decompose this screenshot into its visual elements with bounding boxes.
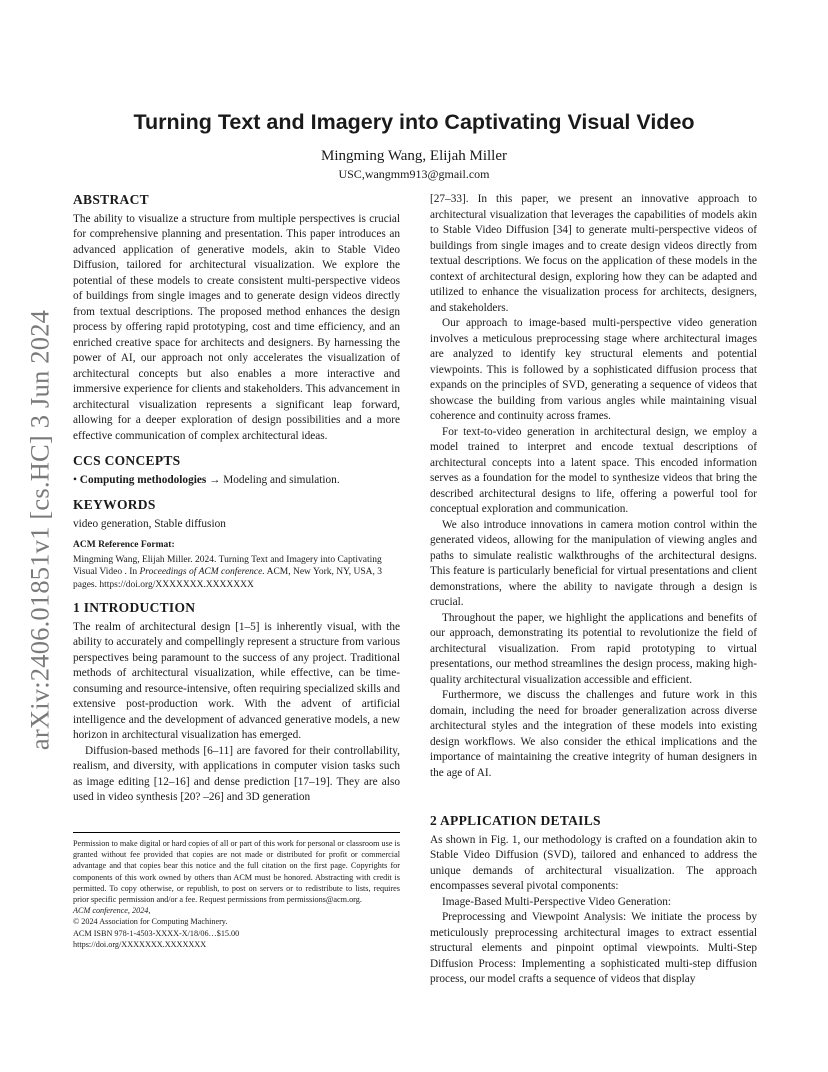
- doi-line: https://doi.org/XXXXXXX.XXXXXXX: [73, 939, 207, 949]
- affiliation: USC,wangmm913@gmail.com: [338, 167, 490, 181]
- keywords-text: video generation, Stable diffusion: [73, 517, 226, 530]
- application-paragraph-1: As shown in Fig. 1, our methodology is crafted on a foundation akin to Stable Video Diffusion (SVD), tailored and enhanced to address the unique demands of architectural visualization. The approach encompasses several pivotal components:: [430, 833, 757, 892]
- ccs-heading: CCS CONCEPTS: [73, 453, 181, 468]
- intro-paragraph-4: For text-to-video generation in architectural design, we employ a model trained to interpret and encode textual descriptions of architectural concepts into a latent space. This encoded information serves as a foundation for the model to synthesize videos that bring the described architectural designs to life, offering a powerful tool for conceptual exploration and communication.: [430, 425, 757, 515]
- conference-line: ACM conference, 2024,: [73, 906, 151, 916]
- acm-ref-after: ACM, New York, NY, USA, 3 pages. https://doi.org/XXXXXXX.XXXXXXX: [73, 567, 383, 590]
- introduction-heading: 1 INTRODUCTION: [73, 600, 196, 615]
- keywords-heading: KEYWORDS: [73, 497, 156, 512]
- acm-reference-text: [73, 554, 400, 592]
- acm-reference-label: ACM Reference Format:: [73, 540, 175, 550]
- intro-paragraph-2-continued: [27–33]. In this paper, we present an innovative approach to architectural visualization that leverages the capabilities of models akin to Stable Video Diffusion [34] to generate multi-perspective videos of buildings from single images and to create design videos directly from textual descriptions. We focus on the application of these models in the context of architectural design, exploring how they can be adapted and utilized to enhance the visualization process for architects, designers, and stakeholders.: [430, 193, 757, 314]
- left-column: [73, 192, 400, 806]
- acm-ref-before: Mingming Wang, Elijah Miller. 2024. Turning Text and Imagery into Captivating Visual Video . In: [73, 554, 382, 577]
- abstract-heading: ABSTRACT: [73, 192, 149, 207]
- ccs-rest: → Modeling and simulation.: [206, 473, 340, 486]
- intro-paragraph-3: Our approach to image-based multi-perspective video generation involves a meticulous preprocessing stage where architectural images are analyzed to identify key structural elements and potential viewpoints. This is followed by a sophisticated diffusion process that expands on the principles of SVD, generating a sequence of videos that showcase the building from various angles while maintaining visual coherence and continuity across frames.: [430, 317, 757, 422]
- copyright-footnote: [73, 832, 400, 950]
- intro-paragraph-6: Throughout the paper, we highlight the applications and benefits of our approach, demonstrating its potential to revolutionize the field of architectural visualization. From rapid prototyping to virtual presentations, our method streamlines the design process, making high-quality architectural visualization accessible and efficient.: [430, 611, 757, 686]
- arxiv-stamp: [22, 300, 58, 760]
- ccs-bold: Computing methodologies: [79, 473, 207, 486]
- intro-paragraph-1: The realm of architectural design [1–5] is inherently visual, with the ability to accurately and compellingly represent a structure from various perspectives being paramount to the success of any project. Traditional methods of architectural visualization, while effective, can be time-consuming and resource-intensive, often requiring specialized skills and extensive post-production work. With the advent of artificial intelligence and the development of advanced generative models, a new horizon in architectural visualization has emerged.: [73, 620, 400, 741]
- application-paragraph-2: Image-Based Multi-Perspective Video Generation:: [442, 895, 672, 908]
- authors: Mingming Wang, Elijah Miller: [321, 148, 507, 164]
- intro-paragraph-2: Diffusion-based methods [6–11] are favored for their controllability, realism, and diversity, with applications in computer vision tasks such as image editing [12–16] and dense prediction [17–19]. They are also used in video synthesis [20? –26] and 3D generation: [73, 744, 400, 803]
- permission-notice: Permission to make digital or hard copies of all or part of this work for personal or classroom use is granted without fee provided that copies are not made or distributed for profit or commercial advantage and that copies bear this notice and the full citation on the first page. Copyrights for components of this work owned by others than ACM must be honored. Abstracting with credit is permitted. To copy otherwise, or republish, to post on servers or to redistribute to lists, requires prior specific permission and/or a fee. Request permissions from permissions@acm.org.: [73, 839, 400, 905]
- intro-paragraph-7: Furthermore, we discuss the challenges and future work in this domain, including the need for broader generalization across diverse architectural styles and the integration of these models into existing design workflows. We also consider the ethical implications and the importance of maintaining the creative integrity of human designers in the age of AI.: [430, 689, 757, 779]
- ccs-concepts: [73, 473, 400, 489]
- arxiv-id: arXiv:2406.01851v1 [cs.HC] 3 Jun 2024: [24, 309, 55, 751]
- abstract-text: The ability to visualize a structure from multiple perspectives is crucial for comprehensive planning and presentation. This paper introduces an advanced application of generative models, akin to Stable Video Diffusion, tailored for architectural visualization. We explore the potential of these models to create consistent multi-perspective videos of buildings from single images and to generate design videos directly from textual descriptions. The proposed method enhances the design process by offering rapid prototyping, cost and time efficiency, and an enriched creative space for architects and designers. By harnessing the power of AI, our approach not only accelerates the visualization of architectural concepts but also enables a more interactive and immersive experience for clients and stakeholders. This advancement in architectural visualization represents a significant leap forward, allowing for a deeper exploration of design possibilities and a more effective communication of complex architectural ideas.: [73, 212, 400, 442]
- acm-ref-italic: Proceedings of ACM conference.: [139, 567, 265, 577]
- right-column: [430, 192, 757, 988]
- application-paragraph-3: Preprocessing and Viewpoint Analysis: We initiate the process by meticulously preprocessing architectural images to extract essential structural elements and pinpoint optimal viewpoints. Multi-Step Diffusion Process: Implementing a sophisticated multi-step diffusion process, our model crafts a sequence of videos that display: [430, 911, 757, 985]
- isbn-line: ACM ISBN 978-1-4503-XXXX-X/18/06…$15.00: [73, 928, 240, 938]
- application-heading: 2 APPLICATION DETAILS: [430, 813, 601, 828]
- ccs-bullet: •: [73, 473, 77, 486]
- copyright-line: © 2024 Association for Computing Machinery.: [73, 917, 228, 927]
- paper-title: Turning Text and Imagery into Captivating Visual Video: [133, 110, 695, 134]
- intro-paragraph-5: We also introduce innovations in camera motion control within the generated videos, allowing for the manipulation of viewing angles and paths to simulate realistic walkthroughs of the architectural designs. This feature is particularly beneficial for virtual presentations and client demonstrations, where the ability to navigate through a design is crucial.: [430, 518, 757, 608]
- footnote-rule: [73, 832, 400, 833]
